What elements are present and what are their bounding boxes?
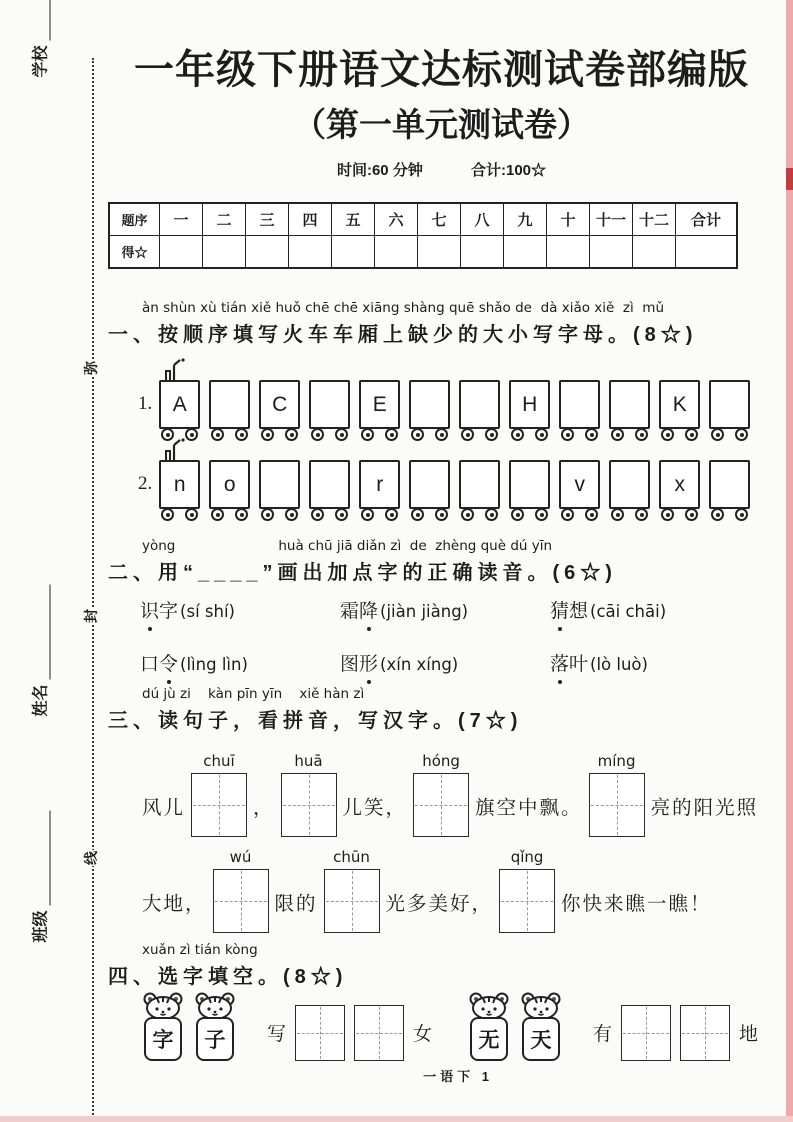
section-3-heading: 三、读句子，看拼音，写汉字。(7☆) <box>108 710 523 732</box>
score-table-header-cell: 六 <box>375 204 418 236</box>
train-car <box>709 380 750 441</box>
wheel-icon <box>261 428 274 441</box>
box-pinyin-label: qǐng <box>510 848 544 866</box>
train-wheels <box>311 428 348 441</box>
page-title: 一年级下册语文达标测试卷部编版 <box>134 48 749 92</box>
train-car-answer-box[interactable] <box>459 380 500 429</box>
wheel-icon <box>735 428 748 441</box>
score-table-score-cell[interactable] <box>547 236 590 267</box>
box-pinyin-label: míng <box>597 752 636 770</box>
train-car-answer-box[interactable] <box>709 460 750 509</box>
wheel-icon <box>285 508 298 521</box>
name-field-label: 姓名 <box>32 684 50 717</box>
wheel-icon <box>311 508 324 521</box>
wheel-icon <box>235 428 248 441</box>
score-table-score-cell[interactable] <box>676 236 736 267</box>
train-wheels <box>411 428 448 441</box>
character-answer-box[interactable] <box>499 869 555 933</box>
school-fill-line[interactable] <box>35 0 51 41</box>
total-score-label: 合计:100☆ <box>471 162 547 179</box>
train-wheels <box>611 508 648 521</box>
pinyin-writing-box <box>413 752 469 837</box>
sentence-text: 限的 <box>274 894 318 915</box>
train-car <box>359 380 400 441</box>
tiger-character-card: 天 <box>522 1017 560 1061</box>
score-table-score-cell[interactable] <box>418 236 461 267</box>
word-character: 字 <box>159 601 179 622</box>
train-cars <box>159 460 750 521</box>
word-choice-item <box>140 649 340 676</box>
fill-blank-row <box>140 992 792 1061</box>
pinyin-options: (jiàn jiàng) <box>380 602 469 621</box>
wheel-icon <box>535 508 548 521</box>
train-wheels <box>561 508 598 521</box>
fill-blank-pre-text: 写 <box>267 1024 287 1045</box>
train-wheels <box>211 428 248 441</box>
box-pinyin-label: hóng <box>422 752 460 770</box>
train-wheels <box>461 508 498 521</box>
wheel-icon <box>485 428 498 441</box>
wheel-icon <box>185 508 198 521</box>
sentence-text: 亮的阳光照 <box>650 798 759 819</box>
sentence-text: 你快来瞧一瞧！ <box>561 894 712 915</box>
fill-blank-group <box>466 992 758 1061</box>
wheel-icon <box>361 508 374 521</box>
seal-char: 封 <box>77 608 105 624</box>
word-characters <box>140 654 178 675</box>
pinyin-writing-box <box>499 848 555 933</box>
wheel-icon <box>161 508 174 521</box>
word-characters <box>140 601 178 622</box>
wheel-icon <box>735 508 748 521</box>
wheel-icon <box>385 508 398 521</box>
wheel-icon <box>685 428 698 441</box>
train-number: 2. <box>138 473 153 494</box>
wheel-icon <box>385 428 398 441</box>
pinyin-options: (lìng lìn) <box>180 655 248 674</box>
train-car-answer-box[interactable] <box>409 380 450 429</box>
tiger-mascots <box>140 992 238 1061</box>
score-table-score-cell[interactable] <box>590 236 633 267</box>
wheel-icon <box>285 428 298 441</box>
train-car <box>359 460 400 521</box>
page-footer: 一语下 1 <box>423 1069 493 1084</box>
train-car-answer-box[interactable] <box>509 460 550 509</box>
character-answer-box[interactable] <box>621 1005 671 1061</box>
wheel-icon <box>511 428 524 441</box>
word-character-dotted: 落 <box>550 649 569 676</box>
word-choice-item <box>340 649 550 676</box>
score-table-header-cell: 题序 <box>110 204 160 236</box>
word-choice-item <box>140 596 340 623</box>
sentence-text: 儿笑， <box>342 798 408 819</box>
score-table-score-cell[interactable] <box>203 236 246 267</box>
wheel-icon <box>211 428 224 441</box>
character-answer-box[interactable] <box>324 869 380 933</box>
section-4 <box>108 942 781 989</box>
name-field <box>28 566 51 736</box>
train-wheels <box>561 428 598 441</box>
word-character-dotted: 降 <box>359 596 378 623</box>
exam-meta <box>100 159 783 180</box>
seal-char: 线 <box>77 850 105 866</box>
wheel-icon <box>435 428 448 441</box>
pinyin-writing-box <box>213 848 269 933</box>
class-fill-line[interactable] <box>35 811 51 906</box>
score-table <box>108 202 738 269</box>
section-2 <box>108 538 781 585</box>
word-character: 图 <box>340 654 360 675</box>
train-wheels <box>511 508 548 521</box>
sentence-line-1 <box>142 752 758 837</box>
character-answer-box[interactable] <box>281 773 337 837</box>
pinyin-writing-box <box>191 752 247 837</box>
train-car-answer-box[interactable] <box>259 460 300 509</box>
wheel-icon <box>611 508 624 521</box>
section-2-pinyin: yòng huà chū jiā diǎn zì de zhèng què dú yīn <box>142 538 553 554</box>
section-1-heading: 一、按顺序填写火车车厢上缺少的大小写字母。(8☆) <box>108 324 698 346</box>
train-car <box>609 380 650 441</box>
pinyin-options: (xín xíng) <box>380 655 459 674</box>
section-3-pinyin: dú jù zi kàn pīn yīn xiě hàn zì <box>142 686 365 702</box>
train-car <box>559 380 600 441</box>
tiger-character-card: 字 <box>144 1017 182 1061</box>
train-car-answer-box[interactable] <box>709 380 750 429</box>
word-choice-grid <box>140 596 760 676</box>
wheel-icon <box>335 508 348 521</box>
wheel-icon <box>661 428 674 441</box>
word-choice-item <box>340 596 550 623</box>
character-answer-box[interactable] <box>191 773 247 837</box>
wheel-icon <box>661 508 674 521</box>
train-car <box>209 380 250 441</box>
train-car <box>609 460 650 521</box>
train-car <box>309 460 350 521</box>
score-table-header-cell: 五 <box>332 204 375 236</box>
train-1 <box>138 380 750 441</box>
wheel-icon <box>261 508 274 521</box>
character-answer-box[interactable] <box>413 773 469 837</box>
wheel-icon <box>535 428 548 441</box>
wheel-icon <box>561 428 574 441</box>
word-characters <box>340 601 378 622</box>
score-table-score-cell[interactable] <box>246 236 289 267</box>
pinyin-writing-box <box>281 752 337 837</box>
tiger-icon <box>140 992 186 1061</box>
section-3 <box>108 686 781 733</box>
sentence-text: 风儿 <box>142 798 186 819</box>
train-wheels <box>211 508 248 521</box>
word-character: 叶 <box>569 654 589 675</box>
train-wheels <box>511 428 548 441</box>
train-car-answer-box[interactable] <box>309 460 350 509</box>
wheel-icon <box>585 428 598 441</box>
train-car-letter: o <box>209 460 250 509</box>
wheel-icon <box>511 508 524 521</box>
school-field-label: 学校 <box>32 45 50 78</box>
sentence-text: 大地， <box>142 894 207 915</box>
score-table-score-cell[interactable] <box>633 236 676 267</box>
score-table-header-cell: 七 <box>418 204 461 236</box>
train-wheels <box>361 508 398 521</box>
wheel-icon <box>311 428 324 441</box>
train-car-answer-box[interactable] <box>309 380 350 429</box>
train-car-letter: v <box>559 460 600 509</box>
section-1 <box>108 300 781 347</box>
word-characters <box>550 654 588 675</box>
train-wheels <box>361 428 398 441</box>
train-car <box>509 380 550 441</box>
word-choice-item <box>550 596 750 623</box>
wheel-icon <box>411 428 424 441</box>
fill-blank-post-text: 地 <box>739 1024 759 1045</box>
train-car <box>259 460 300 521</box>
score-table-score-cell[interactable] <box>289 236 332 267</box>
tiger-icon <box>518 992 564 1061</box>
train-car-answer-box[interactable] <box>409 460 450 509</box>
class-field-label: 班级 <box>32 910 50 943</box>
tiger-character-card: 无 <box>470 1017 508 1061</box>
train-wheels <box>311 508 348 521</box>
tiger-icon <box>192 992 238 1061</box>
train-car-letter: n <box>159 460 200 509</box>
character-answer-box[interactable] <box>213 869 269 933</box>
word-character: 口 <box>140 654 160 675</box>
train-car <box>659 460 700 521</box>
wheel-icon <box>335 428 348 441</box>
train-cars <box>159 380 750 441</box>
train-car-letter: E <box>359 380 400 429</box>
section-4-pinyin: xuǎn zì tián kòng <box>142 942 258 958</box>
time-label: 时间:60 分钟 <box>336 162 423 179</box>
sentence-text: ， <box>253 798 275 819</box>
wheel-icon <box>485 508 498 521</box>
score-table-header-cell: 十一 <box>590 204 633 236</box>
score-table-score-cell[interactable] <box>160 236 203 267</box>
score-table-header-cell: 合计 <box>676 204 736 236</box>
sentence-line-2 <box>142 848 712 933</box>
word-character-dotted: 识 <box>140 596 159 623</box>
chimney-icon <box>161 438 185 460</box>
wheel-icon <box>635 508 648 521</box>
class-field <box>28 792 51 962</box>
score-table-header-cell: 二 <box>203 204 246 236</box>
train-number: 1. <box>138 393 153 414</box>
train-car-letter: r <box>359 460 400 509</box>
character-answer-box[interactable] <box>295 1005 345 1061</box>
word-character-dotted: 猜 <box>550 596 569 623</box>
train-car-letter: H <box>509 380 550 429</box>
box-pinyin-label: wú <box>229 848 252 866</box>
tiger-icon <box>466 992 512 1061</box>
train-wheels <box>661 428 698 441</box>
pinyin-options: (cāi chāi) <box>590 602 667 621</box>
train-car-letter: C <box>259 380 300 429</box>
train-wheels <box>261 428 298 441</box>
school-field <box>28 0 51 97</box>
pinyin-writing-box <box>589 752 645 837</box>
train-car <box>559 460 600 521</box>
train-car-letter: K <box>659 380 700 429</box>
score-table-header-cell: 九 <box>504 204 547 236</box>
page-subtitle: （第一单元测试卷） <box>293 106 590 143</box>
wheel-icon <box>211 508 224 521</box>
tiger-mascots <box>466 992 564 1061</box>
scan-edge-bottom <box>0 1116 793 1122</box>
wheel-icon <box>435 508 448 521</box>
score-table-header-cell: 四 <box>289 204 332 236</box>
sentence-text: 旗空中飘。 <box>475 798 583 819</box>
train-car-letter: x <box>659 460 700 509</box>
seal-fold-line <box>83 58 99 1122</box>
wheel-icon <box>461 428 474 441</box>
fill-blank-pre-text: 有 <box>593 1024 613 1045</box>
train-wheels <box>161 508 198 521</box>
wheel-icon <box>635 428 648 441</box>
wheel-icon <box>561 508 574 521</box>
train-car <box>509 460 550 521</box>
train-car <box>659 380 700 441</box>
train-car <box>159 460 200 521</box>
train-car <box>709 460 750 521</box>
word-choice-item <box>550 649 750 676</box>
word-characters <box>550 601 588 622</box>
score-table-score-cell[interactable] <box>375 236 418 267</box>
train-car <box>259 380 300 441</box>
word-character: 想 <box>569 601 589 622</box>
train-car <box>459 460 500 521</box>
train-car-answer-box[interactable] <box>459 460 500 509</box>
train-car-answer-box[interactable] <box>609 460 650 509</box>
box-pinyin-label: chūn <box>333 848 370 866</box>
wheel-icon <box>461 508 474 521</box>
word-character: 霜 <box>340 601 360 622</box>
wheel-icon <box>361 428 374 441</box>
wheel-icon <box>711 428 724 441</box>
wheel-icon <box>585 508 598 521</box>
train-car <box>309 380 350 441</box>
train-wheels <box>411 508 448 521</box>
train-car <box>409 380 450 441</box>
train-wheels <box>711 508 748 521</box>
train-car <box>409 460 450 521</box>
train-car <box>459 380 500 441</box>
train-car-answer-box[interactable] <box>609 380 650 429</box>
score-table-score-cell[interactable] <box>504 236 547 267</box>
section-2-heading: 二、用“____”画出加点字的正确读音。(6☆) <box>108 562 617 584</box>
character-answer-box[interactable] <box>354 1005 404 1061</box>
tiger-character-card: 子 <box>196 1017 234 1061</box>
train-2 <box>138 460 750 521</box>
score-table-row-label: 得☆ <box>110 236 160 267</box>
word-characters <box>340 654 378 675</box>
train-car-answer-box[interactable] <box>209 380 250 429</box>
wheel-icon <box>711 508 724 521</box>
wheel-icon <box>235 508 248 521</box>
wheel-icon <box>411 508 424 521</box>
character-answer-box[interactable] <box>589 773 645 837</box>
pinyin-options: (sí shí) <box>180 602 235 621</box>
word-character-dotted: 形 <box>359 649 378 676</box>
scan-edge-red-mark <box>786 168 793 190</box>
word-character-dotted: 令 <box>159 649 178 676</box>
box-pinyin-label: huā <box>294 752 323 770</box>
name-fill-line[interactable] <box>35 585 51 680</box>
wheel-icon <box>611 428 624 441</box>
train-car <box>209 460 250 521</box>
chimney-icon <box>161 358 185 380</box>
score-table-header-cell: 一 <box>160 204 203 236</box>
sentence-text: 光多美好， <box>385 894 494 915</box>
train-car-answer-box[interactable] <box>559 380 600 429</box>
score-table-header-cell: 八 <box>461 204 504 236</box>
score-table-header-cell: 十二 <box>633 204 676 236</box>
fill-blank-group <box>140 992 432 1061</box>
score-table-header-cell: 十 <box>547 204 590 236</box>
section-4-heading: 四、选字填空。(8☆) <box>108 966 348 988</box>
section-1-pinyin: àn shùn xù tián xiě huǒ chē chē xiāng shàng quē shǎo de dà xiǎo xiě zì mǔ <box>142 300 665 316</box>
pinyin-options: (lò luò) <box>590 655 648 674</box>
score-table-score-cell[interactable] <box>332 236 375 267</box>
wheel-icon <box>185 428 198 441</box>
train-wheels <box>261 508 298 521</box>
train-car <box>159 380 200 441</box>
wheel-icon <box>685 508 698 521</box>
train-wheels <box>461 428 498 441</box>
score-table-header-cell: 三 <box>246 204 289 236</box>
fill-blank-post-text: 女 <box>413 1024 433 1045</box>
train-wheels <box>611 428 648 441</box>
score-table-score-cell[interactable] <box>461 236 504 267</box>
box-pinyin-label: chuī <box>203 752 235 770</box>
train-wheels <box>711 428 748 441</box>
train-wheels <box>661 508 698 521</box>
train-car-letter: A <box>159 380 200 429</box>
seal-char: 弥 <box>77 360 105 376</box>
pinyin-writing-box <box>324 848 380 933</box>
character-answer-box[interactable] <box>680 1005 730 1061</box>
